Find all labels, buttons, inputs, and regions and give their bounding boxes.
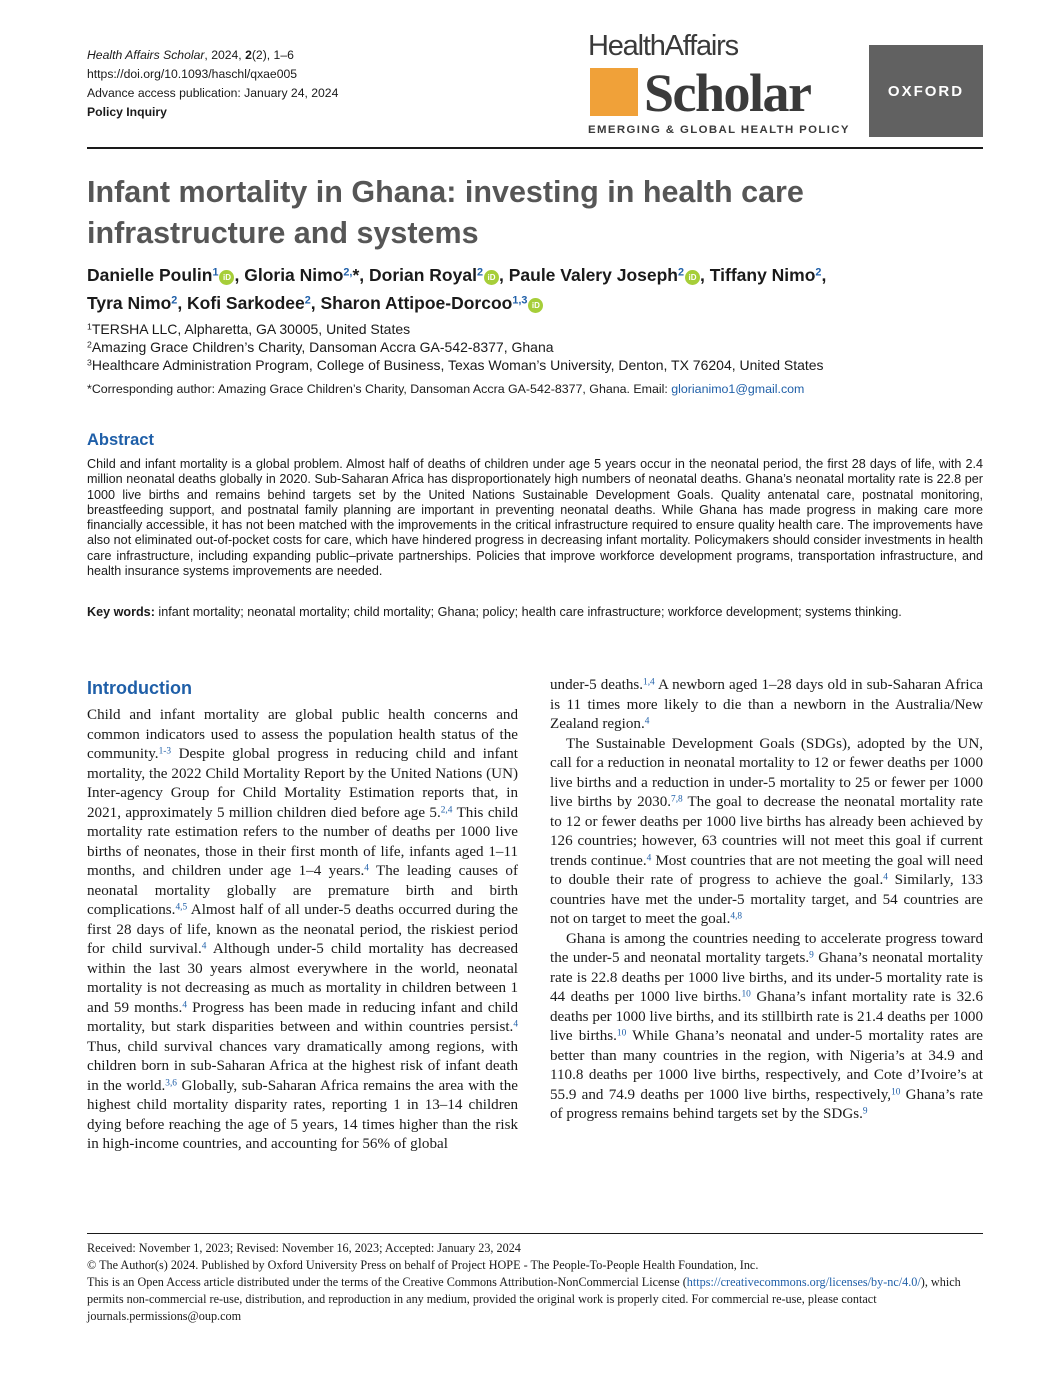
license-text-end: ), which permits non-commercial re-use, distribution, and reproduction in any medium, provided the original work is properly cited. For commercial re-use, please contact journals.permissions@oup.com [87, 1275, 961, 1323]
abstract-heading: Abstract [87, 431, 154, 449]
citation-ref[interactable]: 4 [182, 999, 188, 1010]
header-divider [87, 147, 983, 149]
citation-ref[interactable]: 9 [809, 950, 814, 961]
author [321, 293, 544, 313]
author-affiliation-ref[interactable]: 2 [171, 294, 178, 307]
citation-ref[interactable]: 4,5 [175, 902, 188, 913]
author-name: Gloria Nimo [244, 265, 344, 285]
keywords-label: Key words: [87, 605, 155, 619]
citation-line [87, 46, 338, 65]
citation-ref[interactable]: 1,4 [643, 677, 655, 688]
paragraph: under-5 deaths.$^{1,4}$ A newborn aged 1–28 days old in sub-Saharan Africa is 11 times more likely to die than a newborn in the Australia/New Zealand region.$^4$ [550, 677, 983, 732]
body-column-left [87, 706, 518, 1155]
affiliation-number: 3 [87, 357, 92, 368]
affiliation [87, 338, 824, 356]
citation-ref[interactable]: 10 [741, 989, 751, 1000]
abstract-text: Child and infant mortality is a global problem. Almost half of deaths of children under age 5 years occur in the neonatal period, the first 28 days of life, with 2.4 million neonatal deaths globally in 2020. Sub-Saharan Africa has disproportionately high numbers of neonatal deaths. Ghana’s neonatal mortality rate is 22.8 per 1000 live births and remains behind targets set by the United Nations Sustainable Development Goals. Quality antenatal care, postnatal monitoring, breastfeeding support, and postnatal family planning are important in preventing neonatal deaths. While Ghana has made progress in making care more financially accessible, it has not been matched with the improvements in the critical infrastructure required to ensure quality health care. The improvements have also not eliminated out-of-pocket costs for care, which have hindered progress in decreasing infant mortality. Policymakers should consider investments in health care infrastructure, including expanding public–private partnerships. Policies that improve workforce development programs, transportation infrastructure, and health insurance systems improvements are needed. [87, 457, 983, 579]
citation-issue: (2), 1–6 [251, 48, 294, 62]
author-name: Sharon Attipoe-Dorcoo [320, 292, 513, 313]
license-text-start: This is an Open Access article distributed under the terms of the Creative Commons Attribution-NonCommercial License ( [87, 1275, 687, 1289]
author-affiliation-ref[interactable]: 2 [677, 266, 685, 279]
paragraph: The Sustainable Development Goals (SDGs), adopted by the UN, call for a reduction in neonatal mortality to 12 or fewer deaths per 1000 live births and a reduction in under-5 mortality to 25 or fewer per 1000 live births by 2030.$^{7,8}$ The goal to decrease the neonatal mortality rate to 12 or fewer deaths per 1000 live births has already been achieved by 126 countries; however, 63 countries will not meet this goal if current trends continue.$^4$ Most countries that are not meeting the goal will need to double their rate of progress to achieve the goal.$^4$ Similarly, 133 countries have met the under-5 mortality target, and 54 countries are not on target to meet the goal.$^{4,8}$ [550, 735, 983, 927]
logo-scholar: Scholar [644, 63, 811, 123]
logo-orange-square [590, 68, 638, 116]
journal-name: Health Affairs Scholar [87, 48, 205, 62]
journal-logo [588, 30, 983, 140]
author [509, 265, 700, 285]
citation-year: , 2024, [204, 48, 246, 62]
affiliation-text: Healthcare Administration Program, College of Business, Texas Woman’s University, Denton, TX 76204, United States [91, 357, 824, 373]
author-affiliation-ref[interactable]: 2, [343, 266, 353, 279]
citation-ref[interactable]: 4,8 [730, 911, 743, 922]
corresponding-star: * [352, 265, 360, 285]
author-name: Danielle Poulin [87, 265, 213, 285]
license-notice [87, 1274, 983, 1325]
orcid-icon[interactable]: iD [219, 270, 234, 285]
author-affiliation-ref[interactable]: 2 [304, 294, 311, 307]
corresponding-author [87, 381, 804, 397]
citation-ref[interactable]: 3,6 [165, 1077, 177, 1088]
author-name: Dorian Royal [369, 265, 477, 285]
citation-ref[interactable]: 4 [513, 1019, 518, 1030]
affiliation-text: TERSHA LLC, Alpharetta, GA 30005, United States [91, 321, 411, 337]
citation-ref[interactable]: 4 [644, 716, 650, 727]
author [244, 265, 359, 285]
doi-link[interactable]: https://doi.org/10.1093/haschl/qxae005 [87, 67, 298, 81]
author [369, 265, 499, 285]
author-affiliation-ref[interactable]: 1 [212, 266, 219, 279]
introduction-heading: Introduction [87, 678, 192, 698]
citation-ref[interactable]: 4 [201, 941, 207, 952]
affiliation-number: 1 [87, 321, 92, 332]
citation-ref[interactable]: 7,8 [671, 794, 683, 805]
footer-divider [87, 1233, 983, 1234]
article-meta [87, 46, 338, 122]
orcid-icon[interactable]: iD [484, 270, 499, 285]
citation-ref[interactable]: 2,4 [440, 804, 453, 815]
affiliation [87, 356, 824, 374]
author [187, 293, 311, 313]
author [710, 265, 822, 285]
affiliation-text: Amazing Grace Children’s Charity, Dansoman Accra GA-542-8377, Ghana [91, 339, 554, 355]
paragraph: Child and infant mortality are global public health concerns and common indicators used to assess the population health status of the community.$^{1-3}$ Despite global progress in reducing child and infant mortality, the 2022 Child Mortality Report by the United Nations (UN) Inter-agency Group for Child Mortality Estimation reports that, in 2021, approximately 5 million children died before age 5.$^{2,4}$ This child mortality rate estimation refers to the number of deaths per 1000 live births of neonates, those in their first month of life, infants aged 1–11 months, and children under age 1–4 years.$^4$ The leading causes of neonatal mortality globally are premature birth and birth complications.$^{4,5}$ Almost half of all under-5 deaths occurred during the first 28 days of life, known as the neonatal period, the riskiest period for child survival.$^4$ Although under-5 child mortality has decreased within the last 30 years almost everywhere in the world, neonatal mortality is not decreasing as much as mortality in children between 1 and 59 months.$^4$ Progress has been made in reducing infant and child mortality, but stark disparities between and within countries persist.$^4$ Thus, child survival chances vary dramatically among regions, with children born in sub-Saharan Africa at the highest risk of infant death in the world.$^{3,6}$ Globally, sub-Saharan Africa remains the area with the highest child mortality disparity rates, reporting 1 in 13–14 children dying before reaching the age of 5 years, 14 times higher than the risk in high-income countries, and accounting for 56% of global [87, 707, 519, 1152]
article-type: Policy Inquiry [87, 105, 167, 119]
citation-ref[interactable]: 4 [646, 852, 652, 863]
citation-ref[interactable]: 9 [862, 1106, 868, 1117]
orcid-icon[interactable]: iD [528, 298, 543, 313]
corresponding-text: *Corresponding author: Amazing Grace Children’s Charity, Dansoman Accra GA-542-8377, Ghana. Email: [87, 382, 672, 396]
paragraph: Ghana is among the countries needing to accelerate progress toward the under-5 and neonatal mortality targets.$^9$ Ghana’s neonatal mortality rate is 22.8 deaths per 1000 live births, and its under-5 mortality rate is 44 deaths per 1000 live births.$^{10}$ Ghana’s infant mortality rate is 32.6 deaths per 1000 live births, and its stillbirth rate is 21.4 deaths per 1000 live births.$^{10}$ While Ghana’s neonatal and under-5 mortality rates are better than many countries in the region, with Nigeria’s at 34.9 and 110.8 deaths per 1000 live births, respectively, and Cote d’Ivoire’s at 55.9 and 74.9 deaths per 1000 live births, respectively,$^{10}$ Ghana’s rate of progress remains behind targets set by the SDGs.$^9$ [550, 930, 984, 1122]
author-name: Paule Valery Joseph [508, 265, 678, 285]
citation-ref[interactable]: 4 [364, 863, 369, 874]
copyright-notice: © The Author(s) 2024. Published by Oxford University Press on behalf of Project HOPE - The People-To-People Health Foundation, Inc. [87, 1258, 759, 1272]
article-title: Infant mortality in Ghana: investing in health care infrastructure and systems [87, 175, 804, 250]
citation-ref[interactable]: 10 [891, 1086, 901, 1097]
keywords [87, 605, 983, 621]
author-affiliation-ref[interactable]: 2 [815, 266, 822, 279]
author-affiliation-ref[interactable]: 1,3 [512, 294, 528, 307]
orcid-icon[interactable]: iD [685, 270, 700, 285]
author [87, 265, 234, 285]
author-name: Kofi Sarkodee [187, 292, 305, 313]
citation-ref[interactable]: 10 [616, 1028, 627, 1039]
advance-access: Advance access publication: January 24, 2024 [87, 86, 339, 100]
affiliation [87, 320, 824, 338]
article-footer [87, 1240, 983, 1325]
citation-volume: 2 [245, 48, 252, 62]
license-link[interactable]: https://creativecommons.org/licenses/by-nc/4.0/ [686, 1275, 921, 1289]
body-column-right [550, 676, 983, 1125]
citation-ref[interactable]: 1-3 [158, 746, 172, 757]
citation-ref[interactable]: 4 [883, 872, 888, 883]
author-name: Tyra Nimo [87, 292, 172, 313]
affiliations [87, 320, 824, 374]
logo-tagline: EMERGING & GLOBAL HEALTH POLICY [588, 124, 850, 136]
corresponding-email-link[interactable]: glorianimo1@gmail.com [671, 382, 805, 396]
affiliation-number: 2 [87, 339, 92, 350]
author-affiliation-ref[interactable]: 2 [476, 266, 483, 279]
author-name: Tiffany Nimo [709, 265, 816, 285]
oxford-logo: OXFORD [869, 45, 983, 137]
logo-health-affairs: HealthAffairs [588, 30, 738, 62]
keywords-list: infant mortality; neonatal mortality; child mortality; Ghana; policy; health care infrastructure; workforce development; systems thinking. [154, 605, 902, 619]
received-dates: Received: November 1, 2023; Revised: November 16, 2023; Accepted: January 23, 2024 [87, 1241, 521, 1255]
author [87, 293, 177, 313]
author-list: Danielle Poulin$^1$ iD , Gloria Nimo$^{2,}$*, Dorian Royal$^2$ iD , Paule Valery Joseph$^2$ iD , Tiffany Nimo$^2$, Tyra Nimo$^2$, Kofi Sarkodee$^2$, Sharon Attipoe-Dorcoo$^{1,3}$ iD [87, 265, 827, 313]
